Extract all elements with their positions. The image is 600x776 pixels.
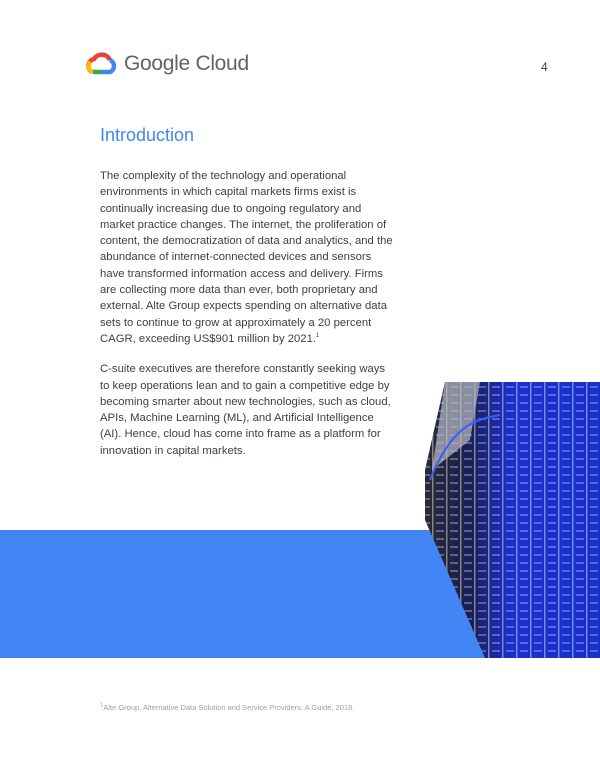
section-title: Introduction	[100, 125, 195, 145]
paragraph-text: The complexity of the technology and operational environments in which capital markets firms exist is continually increasing due to ongoing regulatory and market practice changes. The internet, the proliferation of content, the democratization of data and analytics, and the abundance of internet-connected devices and sensors have transformed information access and delivery. Firms are collecting more data than ever, both proprietary and external. Alte Group expects spending on alternative data sets to continue to grow at approximately a 20 percent CAGR, exceeding US$901 million by 2021.	[100, 170, 393, 345]
intro-paragraph-2: C-suite executives are therefore constantly seeking ways to keep operations lean and to gain a competitive edge by becoming smarter about new technologies, such as cloud, APIs, Machine Learning (ML), and Artificial Intelligence (AI). Hence, cloud has come into frame as a platform for innovation in capital markets.	[100, 363, 391, 457]
footnote-text: Alte Group, Alternative Data Solution and Service Providers: A Guide, 2018.	[103, 703, 355, 712]
footnote-marker: 1	[100, 702, 104, 709]
logo-text: Google Cloud	[124, 52, 249, 75]
footnote-ref: 1	[316, 333, 320, 340]
page-number: 4	[541, 60, 548, 74]
footnote	[100, 703, 354, 712]
